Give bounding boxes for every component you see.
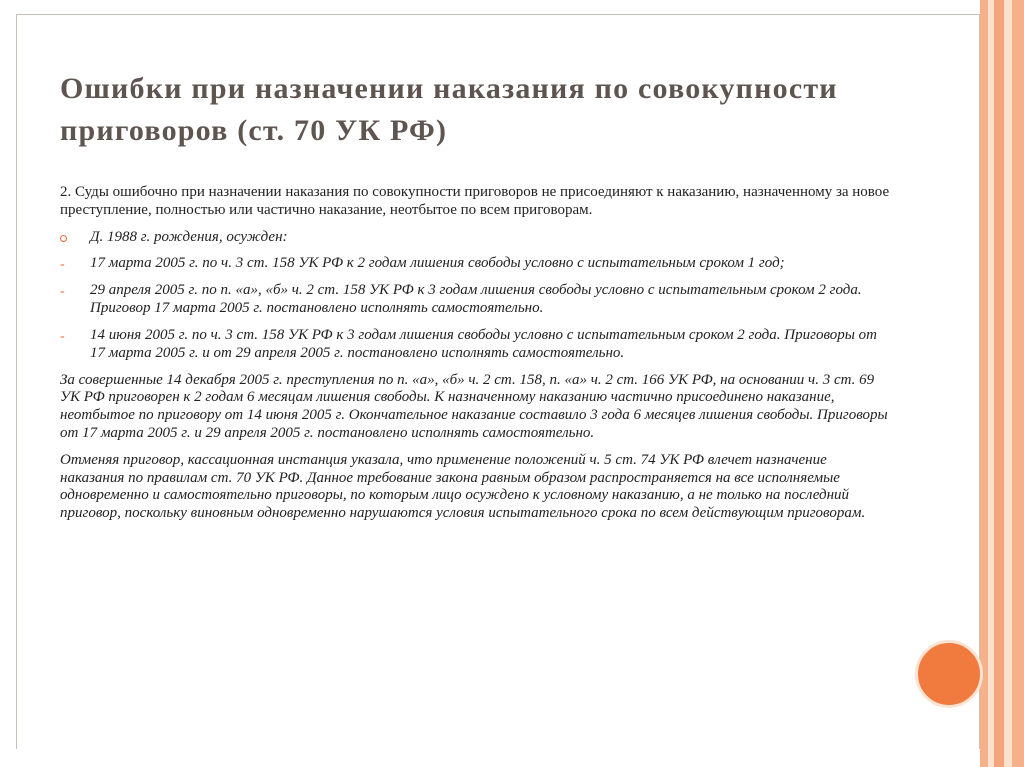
cassation-paragraph: Отменяя приговор, кассационная инстанция указала, что применение положений ч. 5 ст. 74 УК РФ влечет назначение наказания по правилам ст. 70 УК РФ. Данное требование закона равным образом распространяется на все исполняемые одновременно и самостоятельно приговоры, по которым лицо осуждено к условному наказанию, а не только на последний приговор, поскольку виновным одновременно нарушаются условия испытательного срока по всем действующим приговорам. — [60, 451, 866, 522]
list-item — [60, 327, 890, 363]
decorative-circle — [915, 640, 983, 708]
list-item — [60, 255, 890, 273]
decorative-stripes — [980, 0, 1024, 767]
dash-bullet-icon: - — [60, 257, 65, 273]
list-item — [60, 282, 890, 318]
case-header-row — [60, 229, 890, 247]
slide-title: Ошибки при назначении наказания по совокупности приговоров (ст. 70 УК РФ) — [60, 72, 838, 147]
stripe — [994, 0, 1004, 767]
list-item-text: 29 апреля 2005 г. по п. «а», «б» ч. 2 ст. 158 УК РФ к 3 годам лишения свободы условно с испытательным сроком 2 года. Приговор 17 марта 2005 г. постановлено исполнять самостоятельно. — [90, 282, 862, 317]
stripe — [1004, 0, 1012, 767]
case-header: Д. 1988 г. рождения, осужден: — [90, 228, 288, 245]
list-item-text: 17 марта 2005 г. по ч. 3 ст. 158 УК РФ к 2 годам лишения свободы условно с испытательным сроком 1 год; — [90, 255, 785, 272]
dash-bullet-icon: - — [60, 284, 65, 300]
intro-paragraph: 2. Суды ошибочно при назначении наказания по совокупности приговоров не присоединяют к наказанию, назначенному за новое преступление, полностью или частично наказание, неотбытое по всем приговорам. — [60, 184, 890, 218]
list-item-text: 14 июня 2005 г. по ч. 3 ст. 158 УК РФ к 3 годам лишения свободы условно с испытательным сроком 2 года. Приговоры от 17 марта 2005 г. и от 29 апреля 2005 г. постановлено исполнять самостоятельно. — [90, 326, 878, 361]
verdict-paragraph: За совершенные 14 декабря 2005 г. преступления по п. «а», «б» ч. 2 ст. 158, п. «а» ч. 2 ст. 166 УК РФ, на основании ч. 3 ст. 69 УК РФ приговорен к 2 годам 6 месяцам лишения свободы. К назначенному наказанию частично присоединено наказание, неотбытое по приговору от 14 июня 2005 г. Окончательное наказание составило 3 года 6 месяцев лишения свободы. Приговоры от 17 марта 2005 г. и 29 апреля 2005 г. постановлено исполнять самостоятельно. — [60, 371, 888, 441]
stripe — [980, 0, 988, 767]
dash-bullet-icon: - — [60, 328, 65, 344]
slide-body — [60, 184, 890, 532]
bullet-ring-icon — [60, 229, 90, 246]
stripe — [1012, 0, 1024, 767]
